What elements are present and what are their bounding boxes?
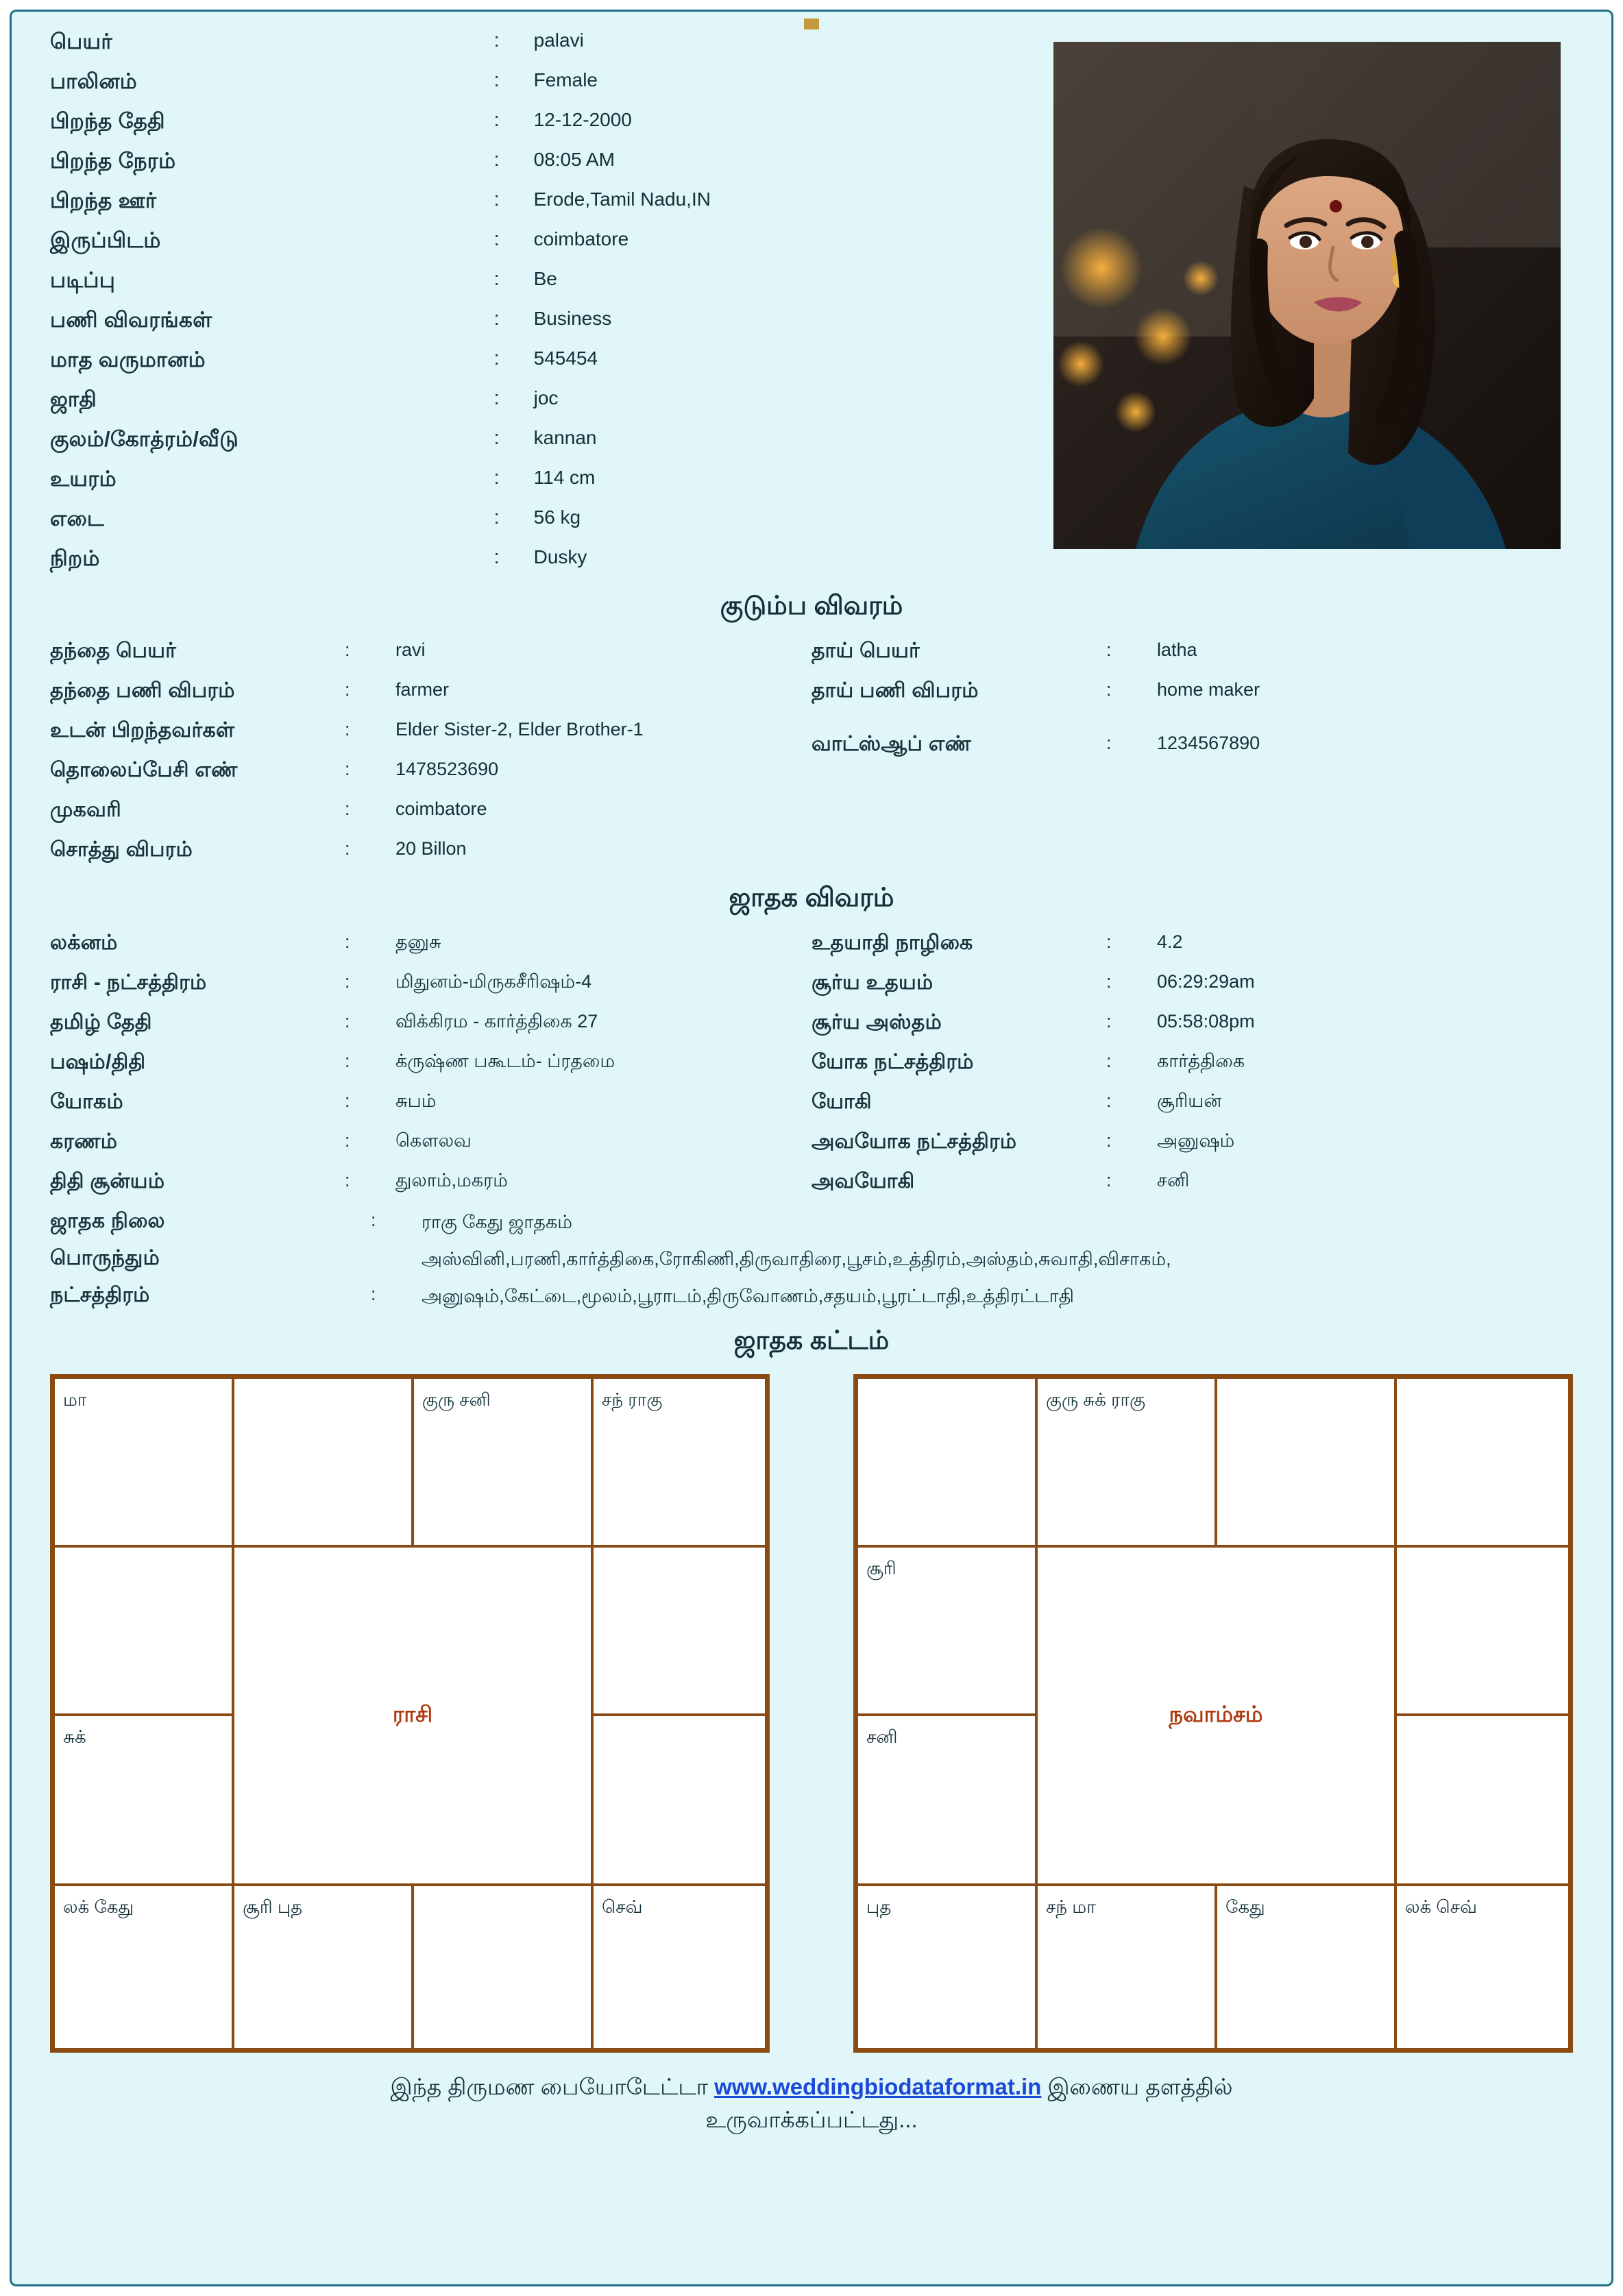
field-separator: : [345,1051,350,1071]
field-value: மிதுனம்-மிருகசீரிஷம்-4 [395,971,592,992]
field-value: coimbatore [533,228,629,249]
table-row [812,733,1573,772]
field-separator: : [371,1284,376,1304]
table-row [50,931,812,971]
chart-cell [1395,1546,1570,1715]
field-value: 05:58:08pm [1157,1011,1255,1031]
field-value: 12-12-2000 [533,109,632,130]
field-value: 4.2 [1157,931,1183,952]
biodata-sheet [10,10,1613,2286]
table-row [50,971,812,1011]
field-separator: : [371,1210,376,1230]
table-row [50,679,812,719]
footer-text-before: இந்த திருமண பையோடேட்டா [390,2074,715,2099]
field-value: அனுஷம்,கேட்டை,மூலம்,பூராடம்,திருவோணம்,சதயம்,பூரட்டாதி,உத்திரட்டாதி [422,1286,1075,1306]
field-value: coimbatore [395,798,487,819]
table-row [50,467,941,506]
table-row [50,1011,812,1051]
field-value: கார்த்திகை [1157,1051,1245,1071]
field-label: தாய் பணி விபரம் [812,679,979,702]
charts-row [50,1374,1573,2053]
field-value: 20 Billon [395,838,467,859]
field-separator: : [1106,1130,1112,1151]
field-label: ஜாதி [50,387,97,411]
chart-cell: புத [856,1884,1037,2050]
field-separator: : [1106,679,1112,700]
field-label [812,719,1106,733]
field-value: க்ருஷ்ண பகூடம்- ப்ரதமை [395,1051,615,1071]
chart-cell [591,1546,767,1715]
field-label: யோகி [812,1090,872,1113]
field-label: தந்தை பணி விபரம் [50,679,235,702]
field-value: 1478523690 [395,759,499,779]
chart-cell: சனி [856,1714,1037,1885]
field-separator: : [493,29,500,51]
field-separator: : [493,427,500,449]
field-value: 114 cm [533,467,596,488]
table-row [50,268,941,308]
field-separator: : [345,679,350,700]
field-label: மாத வருமானம் [50,347,206,371]
field-value: சனி [1157,1170,1190,1190]
table-row [812,1130,1573,1170]
field-separator: : [493,149,500,171]
field-label: பாலினம் [50,69,138,93]
table-row [50,1130,812,1170]
table-row [50,228,941,268]
field-value: தனுசு [395,931,441,952]
horoscope-right-table [812,931,1573,1210]
chart-cell: லக் செவ் [1395,1884,1570,2050]
table-row [50,347,941,387]
field-label: தாய் பெயர் [812,639,920,662]
field-value: 06:29:29am [1157,971,1255,992]
table-row [812,971,1573,1011]
chart-cell [856,1377,1037,1547]
table-row [812,931,1573,971]
field-separator: : [345,971,350,992]
field-separator: : [493,387,500,409]
field-separator: : [345,1170,350,1190]
family-left-table [50,639,812,878]
chart-cell: குரு சனி [412,1377,593,1547]
chart-cell: சுக் [53,1714,234,1885]
field-label: சூர்ய அஸ்தம் [812,1011,942,1034]
field-separator: : [493,506,500,528]
chart-cell: சூரி புத [232,1884,413,2050]
field-label: எடை [50,506,104,530]
table-row [50,798,812,838]
top-marker-icon [804,19,819,29]
chart-cell: குரு சுக் ராகு [1036,1377,1217,1547]
field-label: இருப்பிடம் [50,228,161,252]
field-separator: : [1106,1170,1112,1190]
field-value: home maker [1157,679,1260,700]
field-separator: : [1106,971,1112,992]
table-row [50,149,941,188]
field-separator: : [1106,733,1112,753]
personal-details-table [50,29,941,586]
family-section-title: குடும்ப விவரம் [720,591,903,620]
footer-text-after: இணைய தளத்தில் [1041,2074,1233,2099]
field-label: படிப்பு [50,268,116,292]
field-value: சுபம் [395,1090,437,1111]
field-value: latha [1157,639,1197,660]
horoscope-right-column [812,931,1573,1210]
field-separator: : [345,798,350,819]
field-separator: : [493,109,500,131]
table-row [50,759,812,798]
navamsam-chart [853,1374,1573,2053]
footer [50,2071,1573,2136]
field-separator [345,1247,409,1284]
field-label: தந்தை பெயர் [50,639,177,662]
table-row [50,188,941,228]
table-row [812,1011,1573,1051]
field-separator: : [345,719,350,740]
chart-cell: மா [53,1377,234,1547]
horoscope-section-title: ஜாதக விவரம் [729,883,894,912]
field-value: palavi [533,29,584,51]
horoscope-section [50,931,1573,1210]
field-value: Be [533,268,557,289]
field-label: பிறந்த நேரம் [50,149,176,173]
field-label: பஷம்/திதி [50,1051,146,1073]
chart-cell [53,1546,234,1715]
table-row [50,109,941,149]
field-label: அவயோக நட்சத்திரம் [812,1130,1017,1153]
table-row [812,639,1573,679]
field-value: 1234567890 [1157,733,1260,753]
navamsam-chart-center-label: நவாம்சம் [1036,1546,1396,1885]
family-section [50,639,1573,878]
table-row [50,1210,1573,1247]
field-value: சூரியன் [1157,1090,1222,1111]
field-value: ravi [395,639,426,660]
field-separator: : [493,347,500,369]
field-label: தமிழ் தேதி [50,1011,152,1034]
field-separator: : [345,931,350,952]
field-value: joc [533,387,559,408]
field-label: லக்னம் [50,931,118,954]
field-separator: : [493,308,500,330]
table-row [50,69,941,109]
chart-cell: சந் மா [1036,1884,1217,2050]
field-label: சூர்ய உதயம் [812,971,933,994]
field-label: திதி சூன்யம் [50,1170,165,1193]
chart-cell [1395,1377,1570,1547]
field-value: அனுஷம் [1157,1130,1235,1151]
field-separator: : [1106,1051,1112,1071]
field-separator [1106,719,1145,733]
field-label: கரணம் [50,1130,118,1153]
field-separator: : [345,1011,350,1031]
field-separator: : [493,467,500,489]
field-separator: : [493,69,500,91]
table-row [50,1284,1573,1321]
field-label: பொருந்தும் [50,1247,160,1269]
family-right-table [812,639,1573,772]
field-value: 545454 [533,347,598,369]
horoscope-full-width-table [50,1210,1573,1321]
field-label: குலம்/கோத்ரம்/வீடு [50,427,239,451]
field-label: முகவரி [50,798,122,821]
field-separator: : [493,228,500,250]
field-value: Female [533,69,598,90]
profile-photo-image [1053,42,1561,549]
chart-cell [232,1377,413,1547]
chart-cell: லக் கேது [53,1884,234,2050]
table-row [50,546,941,586]
field-label: பிறந்த ஊர் [50,188,157,212]
field-label: நிறம் [50,546,100,570]
footer-line-2: உருவாக்கப்பட்டது... [705,2106,918,2132]
table-row [50,639,812,679]
chart-cell: சந் ராகு [591,1377,767,1547]
field-separator: : [493,268,500,290]
field-value: கௌலவ [395,1130,472,1151]
field-separator: : [1106,1011,1112,1031]
table-row [50,838,812,878]
field-value: Dusky [533,546,587,567]
rasi-chart [50,1374,770,2053]
field-value: துலாம்,மகரம் [395,1170,508,1190]
chart-cell: கேது [1215,1884,1396,2050]
chart-cell [1395,1714,1570,1885]
table-row [50,387,941,427]
field-value: அஸ்வினி,பரணி,கார்த்திகை,ரோகிணி,திருவாதிரை,பூசம்,உத்திரம்,அஸ்தம்,சுவாதி,விசாகம், [422,1249,1171,1269]
field-separator: : [345,639,350,660]
field-separator: : [493,188,500,210]
personal-section [50,29,1573,586]
website-link[interactable]: www.weddingbiodataformat.in [714,2074,1042,2099]
field-value: kannan [533,427,597,448]
profile-photo [1053,42,1561,549]
table-row [50,719,812,759]
chart-cell [1215,1377,1396,1547]
field-value [1145,719,1573,733]
chart-cell [412,1884,593,2050]
field-value: farmer [395,679,450,700]
field-separator: : [345,1130,350,1151]
rasi-chart-center-label: ராசி [232,1546,593,1885]
field-label: உதயாதி நாழிகை [812,931,973,954]
field-value: விக்கிரம - கார்த்திகை 27 [395,1011,598,1031]
chart-cell: செவ் [591,1884,767,2050]
field-label: நட்சத்திரம் [50,1284,150,1306]
field-label: ஜாதக நிலை [50,1210,165,1232]
field-label: தொலைப்பேசி எண் [50,759,238,781]
table-row [812,679,1573,719]
field-separator: : [1106,931,1112,952]
field-label: பணி விவரங்கள் [50,308,212,332]
field-value: 08:05 AM [533,149,615,170]
table-row [50,427,941,467]
chart-section-title: ஜாதக கட்டம் [733,1326,890,1355]
field-label: சொத்து விபரம் [50,838,193,861]
field-label: உடன் பிறந்தவர்கள் [50,719,235,742]
table-row [50,308,941,347]
field-label: அவயோகி [812,1170,915,1193]
table-row [50,1090,812,1130]
field-separator: : [345,838,350,859]
horoscope-left-column [50,931,812,1210]
table-row [50,1247,1573,1284]
horoscope-left-table [50,931,812,1210]
field-value: Elder Sister-2, Elder Brother-1 [395,719,644,740]
field-separator: : [493,546,500,568]
field-value: Business [533,308,612,329]
table-row [50,1051,812,1090]
field-value: ராகு கேது ஜாதகம் [422,1212,572,1232]
field-label: வாட்ஸ்ஆப் எண் [812,733,972,755]
field-separator: : [1106,639,1112,660]
field-label: யோக நட்சத்திரம் [812,1051,974,1073]
field-separator: : [345,759,350,779]
field-label: யோகம் [50,1090,123,1113]
field-label: பிறந்த தேதி [50,109,165,133]
field-separator: : [345,1090,350,1111]
table-row [812,1090,1573,1130]
family-right-column [812,639,1573,878]
field-label: உயரம் [50,467,117,491]
field-value: 56 kg [533,506,581,528]
field-label: ராசி - நட்சத்திரம் [50,971,207,994]
table-row [812,1051,1573,1090]
table-row [50,506,941,546]
table-row [50,29,941,69]
family-left-column [50,639,812,878]
chart-cell: சூரி [856,1546,1037,1715]
table-row-spacer [812,719,1573,733]
field-label: பெயர் [50,29,112,53]
field-separator: : [1106,1090,1112,1111]
field-value: Erode,Tamil Nadu,IN [533,188,711,210]
chart-cell [591,1714,767,1885]
table-row [812,1170,1573,1210]
table-row [50,1170,812,1210]
